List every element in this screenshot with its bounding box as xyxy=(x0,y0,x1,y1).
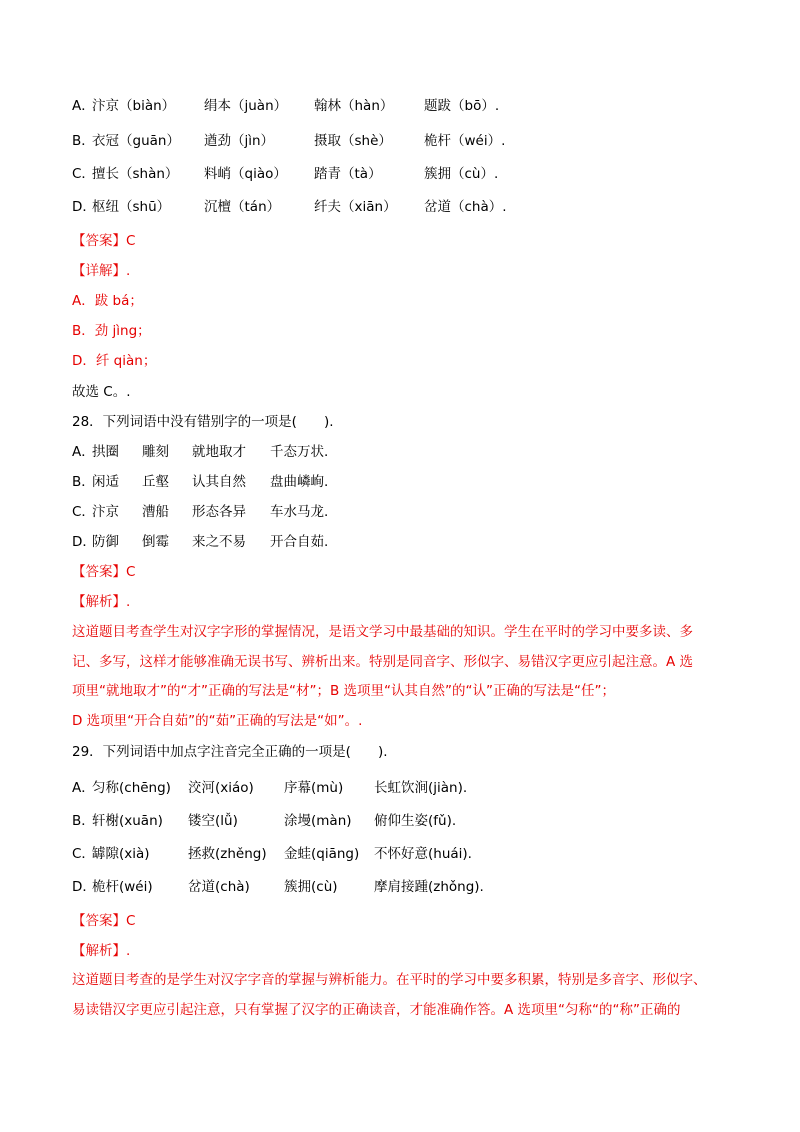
q29-analysis: 这道题目考查的是学生对汉字字音的掌握与辨析能力。在平时的学习中要多积累，特别是多音字、形似字、 易读错汉字更应引起注意，只有掌握了汉字的正确读音，才能准确作答。A 选项里“匀称“的“称”正确的 xyxy=(72,972,707,1018)
q29-option-b: B． 轩榭(xuān) 镂空(lǚ) 涂墁(màn) 俯仰生姿(fǔ). xyxy=(72,813,457,829)
q28-option-c: C． 汴京 漕船 形态各异 车水马龙. xyxy=(72,504,329,520)
q29-analysis-title: 【解析】. xyxy=(72,943,131,959)
q29-option-d: D． 桅杆(wéi) 岔道(chà) 簇拥(cù) 摩肩接踵(zhǒng). xyxy=(72,879,484,895)
q27-detail-d: D．纤 qiàn； xyxy=(72,353,157,369)
q28-answer: 【答案】C xyxy=(72,564,136,580)
q27-option-a: A． 汴京（biàn） 绢本（juàn） 翰林（hàn） 题跋（bō）. xyxy=(72,98,500,114)
q27-detail-a: A．跋 bá； xyxy=(72,293,143,309)
q27-option-d: D． 枢纽（shū） 沉檀（tán） 纤夫（xiān） 岔道（chà）. xyxy=(72,199,507,215)
q28-option-a: A． 拱圈 雕刻 就地取才 千态万状. xyxy=(72,444,329,460)
q27-detail-b: B．劲 jìng； xyxy=(72,323,151,339)
q29-stem: 29．下列词语中加点字注音完全正确的一项是( ). xyxy=(72,744,388,760)
q27-detail-title: 【详解】. xyxy=(72,263,131,279)
q29-option-a: A． 匀称(chēng) 洨河(xiáo) 序幕(mù) 长虹饮涧(jiàn). xyxy=(72,780,468,796)
q28-option-b: B． 闲适 丘壑 认其自然 盘曲嶙峋. xyxy=(72,474,329,490)
q29-answer: 【答案】C xyxy=(72,913,136,929)
q28-stem: 28．下列词语中没有错别字的一项是( ). xyxy=(72,414,334,430)
q28-analysis-title: 【解析】. xyxy=(72,594,131,610)
q29-option-c: C． 罅隙(xià) 拯救(zhěng) 金蛙(qiāng) 不怀好意(huái). xyxy=(72,846,472,862)
q27-answer: 【答案】C xyxy=(72,233,136,249)
q27-option-b: B． 衣冠（guān） 遒劲（jìn） 摄取（shè） 桅杆（wéi）. xyxy=(72,133,506,149)
q28-option-d: D． 防御 倒霉 来之不易 开合自茹. xyxy=(72,534,329,550)
q27-conclusion: 故选 C。. xyxy=(72,384,131,400)
q27-option-c: C． 擅长（shàn） 料峭（qiào） 踏青（tà） 簇拥（cù）. xyxy=(72,166,499,182)
q28-analysis: 这道题目考查学生对汉字字形的掌握情况，是语文学习中最基础的知识。学生在平时的学习中要多读、多 记、多写，这样才能够准确无误书写、辨析出来。特别是同音字、形似字、易错汉字更应引起注意。A 选 项里“就地取才”的“才”正确的写法是“材”；B 选项里“认其自然”的“认”正确的写法是“任”； D 选项里“开合自茹”的“茹”正确的写法是“如”。. xyxy=(72,624,694,729)
